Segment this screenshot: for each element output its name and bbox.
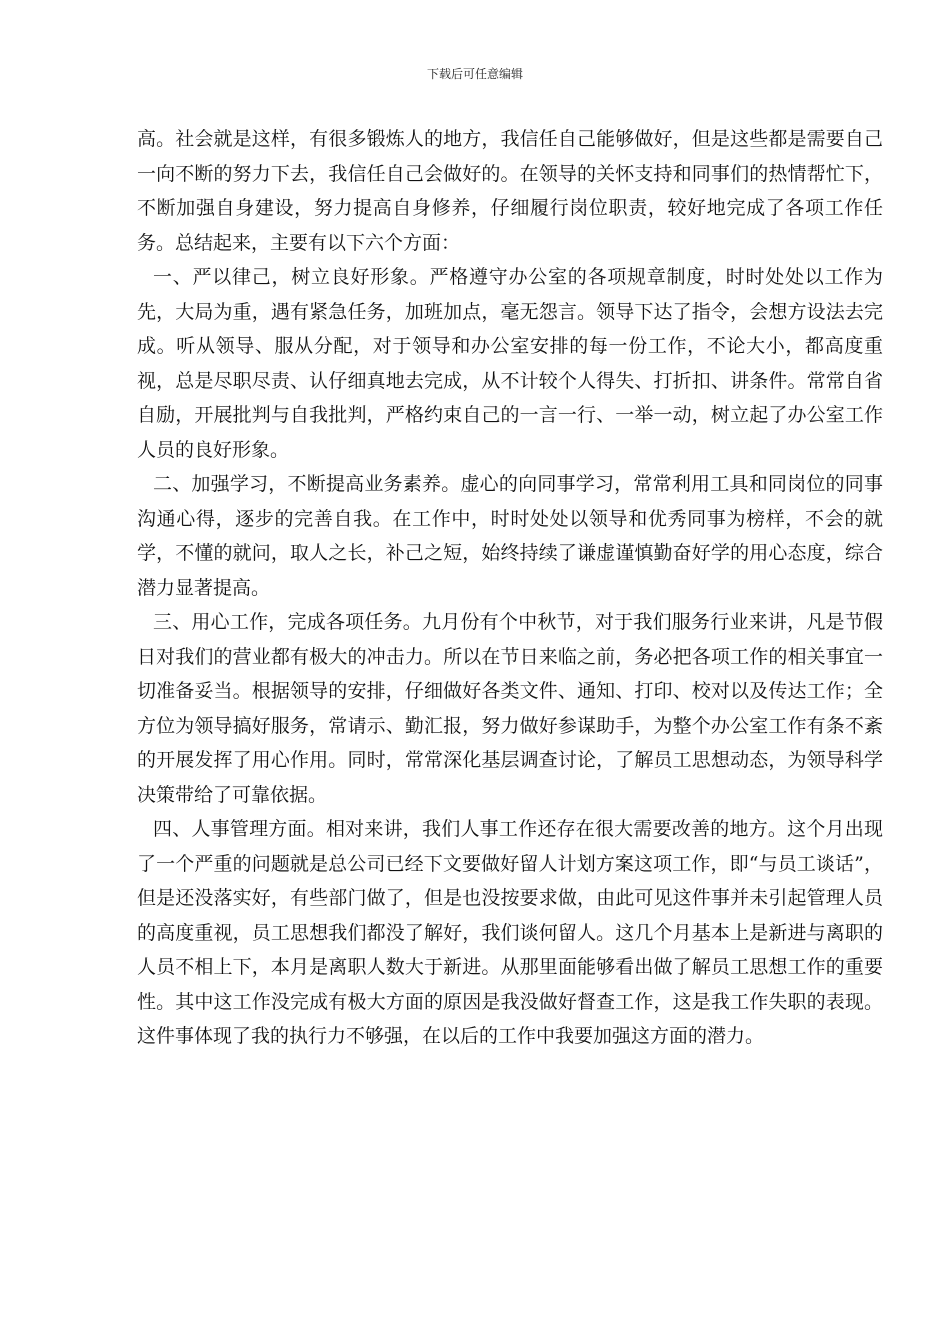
paragraph-section-2: 二、加强学习，不断提高业务素养。虚心的向同事学习，常常利用工具和同岗位的同事沟通心得，逐步的完善自我。在工作中，时时处处以领导和优秀同事为榜样，不会的就学，不懂的就问，取人之长，补己之短，始终持续了谦虚谨慎勤奋好学的用心态度，综合潜力显著提高。	[137, 473, 883, 599]
paragraph-section-1: 一、严以律己，树立良好形象。严格遵守办公室的各项规章制度，时时处处以工作为先，大局为重，遇有紧急任务，加班加点，毫无怨言。领导下达了指令，会想方设法去完成。听从领导、服从分配，对于领导和办公室安排的每一份工作，不论大小，都高度重视，总是尽职尽责、认仔细真地去完成，从不计较个人得失、打折扣、讲条件。常常自省自励，开展批判与自我批判，严格约束自己的一言一行、一举一动，树立起了办公室工作人员的良好形象。	[137, 266, 883, 461]
paragraph-section-4: 四、人事管理方面。相对来讲，我们人事工作还存在很大需要改善的地方。这个月出现了一个严重的问题就是总公司已经下文要做好留人计划方案这项工作，即“与员工谈话”，但是还没落实好，有些部门做了，但是也没按要求做，由此可见这件事并未引起管理人员的高度重视，员工思想我们都没了解好，我们谈何留人。这几个月基本上是新进与离职的人员不相上下，本月是离职人数大于新进。从那里面能够看出做了解员工思想工作的重要性。其中这工作没完成有极大方面的原因是我没做好督查工作，这是我工作失职的表现。这件事体现了我的执行力不够强，在以后的工作中我要加强这方面的潜力。	[137, 818, 883, 1047]
document-body	[137, 122, 883, 1054]
paragraph-intro-continuation: 高。社会就是这样，有很多锻炼人的地方，我信任自己能够做好，但是这些都是需要自己一向不断的努力下去，我信任自己会做好的。在领导的关怀支持和同事们的热情帮忙下，不断加强自身建设，努力提高自身修养，仔细履行岗位职责，较好地完成了各项工作任务。总结起来，主要有以下六个方面：	[137, 128, 883, 254]
page-header: 下载后可任意编辑	[426, 67, 523, 81]
paragraph-section-3: 三、用心工作，完成各项任务。九月份有个中秋节，对于我们服务行业来讲，凡是节假日对我们的营业都有极大的冲击力。所以在节日来临之前，务必把各项工作的相关事宜一切准备妥当。根据领导的安排，仔细做好各类文件、通知、打印、校对以及传达工作；全方位为领导搞好服务，常请示、勤汇报，努力做好参谋助手，为整个办公室工作有条不紊的开展发挥了用心作用。同时，常常深化基层调查讨论，了解员工思想动态，为领导科学决策带给了可靠依据。	[137, 611, 883, 806]
